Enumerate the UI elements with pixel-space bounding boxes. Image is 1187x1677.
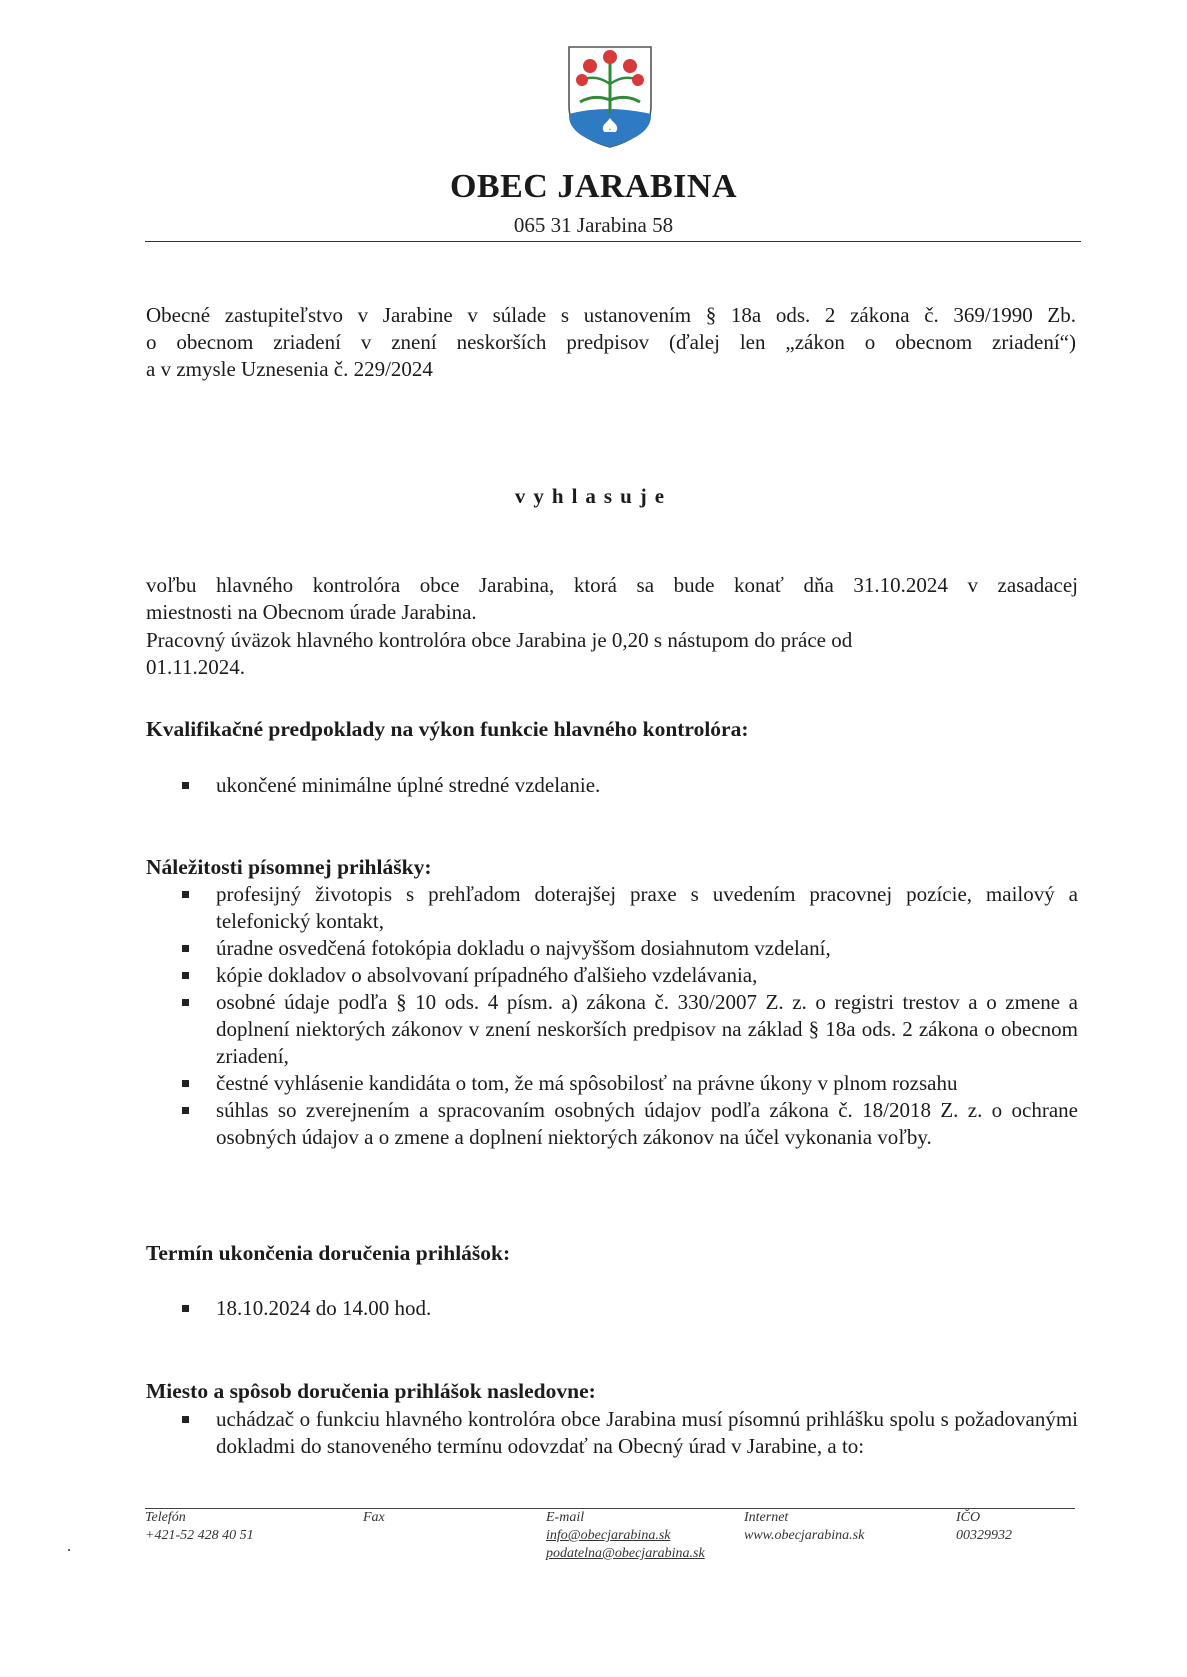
bullet-icon bbox=[182, 1416, 189, 1423]
list-item: osobné údaje podľa § 10 ods. 4 písm. a) zákona č. 330/2007 Z. z. o registri trestov a o zmene a doplnení niektorých zákonov v znení neskorších predpisov na základ § 18a ods. 2 zákona o obecnom zriadení, bbox=[146, 989, 1078, 1070]
email-link-info[interactable]: info@obecjarabina.sk bbox=[546, 1528, 671, 1543]
intro-line: o obecnom zriadení v znení neskorších predpisov (ďalej len „zákon o obecnom zriadení“) bbox=[146, 330, 1076, 354]
delivery-list bbox=[146, 1406, 1078, 1460]
list-item: profesijný životopis s prehľadom doterajšej praxe s uvedením pracovnej pozície, mailový a telefonický kontakt, bbox=[146, 881, 1078, 935]
intro-line: a v zmysle Uznesenia č. 229/2024 bbox=[146, 357, 433, 381]
list-item: súhlas so zverejnením a spracovaním osobných údajov podľa zákona č. 18/2018 Z. z. o ochrane osobných údajov a o zmene a doplnení niektorých zákonov na účel vykonania voľby. bbox=[146, 1097, 1078, 1151]
footer-value: 00329932 bbox=[956, 1528, 1012, 1543]
election-line: voľbu hlavného kontrolóra obce Jarabina, ktorá sa bude konať dňa 31.10.2024 v zasadacej bbox=[146, 573, 1078, 597]
footer-fax bbox=[363, 1509, 385, 1527]
footer-label: IČO bbox=[956, 1510, 981, 1525]
bullet-icon bbox=[182, 1305, 189, 1312]
election-paragraph bbox=[146, 572, 1078, 626]
workload-line: Pracovný úväzok hlavného kontrolóra obce Jarabina je 0,20 s nástupom do práce od bbox=[146, 628, 853, 652]
qualifications-heading: Kvalifikačné predpoklady na výkon funkcie hlavného kontrolóra: bbox=[146, 717, 749, 741]
list-item: úradne osvedčená fotokópia dokladu o najvyššom dosiahnutom vzdelaní, bbox=[146, 935, 1078, 962]
deadline-list bbox=[146, 1295, 1078, 1322]
municipality-title: OBEC JARABINA bbox=[449, 168, 738, 205]
election-line: miestnosti na Obecnom úrade Jarabina. bbox=[146, 600, 477, 624]
website-link[interactable]: www.obecjarabina.sk bbox=[744, 1528, 865, 1543]
coat-of-arms-icon bbox=[566, 44, 654, 150]
email-link-podatelna[interactable]: podatelna@obecjarabina.sk bbox=[546, 1546, 705, 1561]
footer-label: Telefón bbox=[145, 1510, 186, 1525]
footer-label: E-mail bbox=[546, 1510, 585, 1525]
municipality-address: 065 31 Jarabina 58 bbox=[513, 213, 674, 237]
list-item: ukončené minimálne úplné stredné vzdelanie. bbox=[146, 772, 1078, 799]
footer-value: +421-52 428 40 51 bbox=[145, 1528, 254, 1543]
announce-heading: vyhlasuje bbox=[514, 484, 673, 508]
requirements-heading: Náležitosti písomnej prihlášky: bbox=[146, 855, 432, 879]
requirements-list bbox=[146, 881, 1078, 1151]
footer-label: Internet bbox=[744, 1510, 789, 1525]
bullet-icon bbox=[182, 891, 189, 898]
header-divider bbox=[145, 241, 1081, 242]
intro-line: Obecné zastupiteľstvo v Jarabine v súlade s ustanovením § 18a ods. 2 zákona č. 369/1990 Zb. bbox=[146, 303, 1076, 327]
list-item: čestné vyhlásenie kandidáta o tom, že má spôsobilosť na právne úkony v plnom rozsahu bbox=[146, 1070, 1078, 1097]
scan-speck bbox=[68, 1549, 70, 1551]
bullet-icon bbox=[182, 972, 189, 979]
footer-label: Fax bbox=[363, 1510, 385, 1525]
bullet-icon bbox=[182, 1107, 189, 1114]
list-item: kópie dokladov o absolvovaní prípadného ďalšieho vzdelávania, bbox=[146, 962, 1078, 989]
footer-phone bbox=[145, 1509, 254, 1545]
bullet-icon bbox=[182, 1080, 189, 1087]
list-item: uchádzač o funkciu hlavného kontrolóra obce Jarabina musí písomnú prihlášku spolu s požadovanými dokladmi do stanoveného termínu odovzdať na Obecný úrad v Jarabine, a to: bbox=[146, 1406, 1078, 1460]
delivery-heading: Miesto a spôsob doručenia prihlášok nasledovne: bbox=[146, 1379, 596, 1403]
bullet-icon bbox=[182, 945, 189, 952]
qualifications-list bbox=[146, 772, 1078, 799]
footer-web bbox=[744, 1509, 864, 1545]
footer-email bbox=[546, 1509, 705, 1563]
workload-line: 01.11.2024. bbox=[146, 655, 245, 679]
intro-paragraph bbox=[146, 302, 1076, 383]
deadline-heading: Termín ukončenia doručenia prihlášok: bbox=[146, 1241, 511, 1265]
bullet-icon bbox=[182, 999, 189, 1006]
footer-ico bbox=[956, 1509, 1012, 1545]
workload-paragraph bbox=[146, 627, 956, 681]
list-item: 18.10.2024 do 14.00 hod. bbox=[146, 1295, 1078, 1322]
bullet-icon bbox=[182, 782, 189, 789]
